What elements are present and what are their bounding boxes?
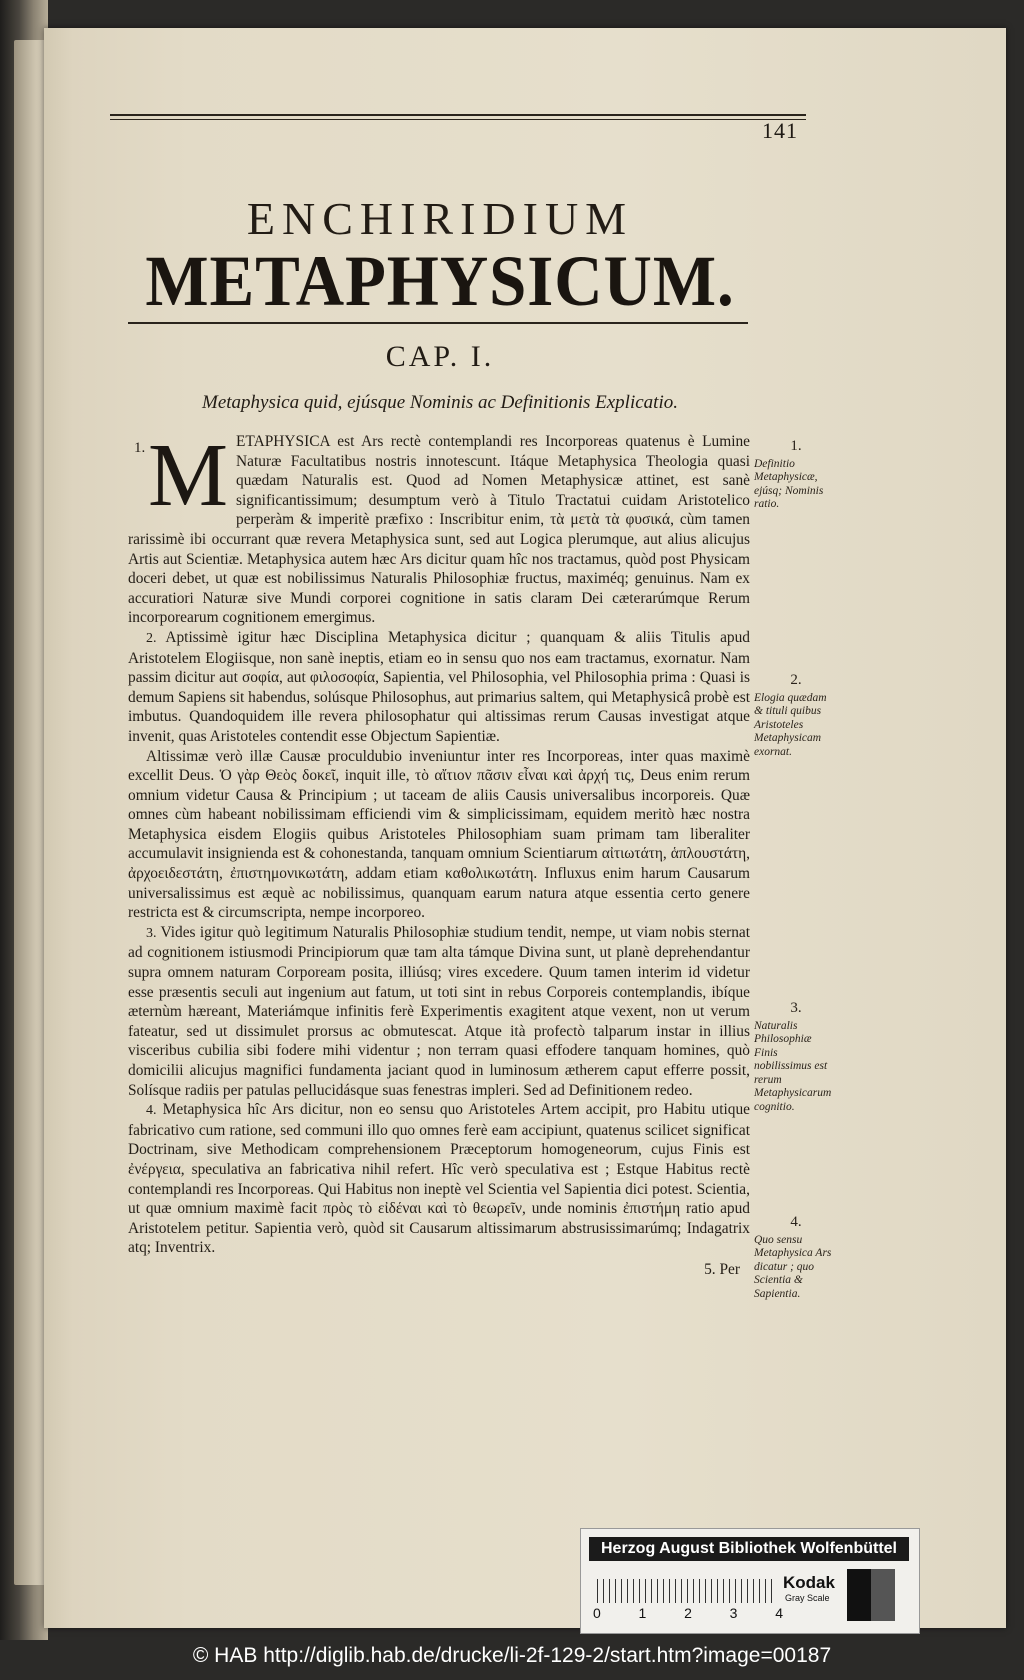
margin-note-number: 1. bbox=[790, 438, 802, 454]
paragraph-2b bbox=[128, 747, 750, 923]
paragraph-text: Metaphysica hîc Ars dicitur, non eo sensu quo Aristoteles Artem accipit, pro Habitu utique fabricativo cum ratione, sed communi illo quo omnes ferè eam accipiunt, quatenus scilicet significat Doctrinam, sive Methodicam comprehensionem Præceptorum homogeneorum, cujus Finis est ἐνέργεια, speculativa an fabricativa nihil refert. Hîc verò speculativa est ; Estque Habitus rectè contemplandi res Incorporeas. Qui Habitus non ineptè vel Scientia vel Sapientia dici potest. Scientia, ut quæ omnium maximè facit πρὸς τὸ εἰδέναι καὶ τὸ θεωρεῖν, unde nominis ἐπιστήμη ratio apud Aristotelem petitur. Sapientia verò, quòd sit Causarum altissimarum abstrusissimarúmq; Indagatrix atq; Inventrix. bbox=[128, 1101, 750, 1257]
ruler-number: 4 bbox=[775, 1605, 783, 1621]
margin-note-text: Naturalis Philosophiæ Finis nobilissimus est rerum Metaphysicarum cognitio. bbox=[754, 1019, 832, 1113]
margin-note-3 bbox=[754, 1002, 838, 1114]
main-text bbox=[128, 426, 751, 1280]
paragraph-text: Altissimæ verò illæ Causæ proculdubio inveniuntur inter res Incorporeas, inter quas maximè excellit Deus. Ὁ γὰρ Θεὸς δοκεῖ, inquit ille, τὸ αἴτιον πᾶσιν εἶναι καὶ ἀρχή τις, Deus enim rerum omnium videtur Causa & Principium ; ut taceam de aliis Causis universalibus incorporeis. Quæ omnes cùm habeant nobilissimam efficiendi vim & simplicissimam, equidem meritò hæc nostra Metaphysica eisdem Elogiis quibus Aristoteles Philosophiam suam primam tam liberaliter accumulavit insignienda est & cohonestanda, tanquam omnium Scientiarum αἰτιωτάτη, ἁπλουστάτη, ἀρχοειδεστάτη, ἐπιστημονικωτάτη, addam etiam καθολικωτάτη. Influxus enim harum Causarum universalissimus est æquè ac nobilissimus, quanquam earum natura atque essentia certo genere restricta est & circumscripta, nempe incorporeo. bbox=[128, 747, 750, 922]
library-label: Herzog August Bibliothek Wolfenbüttel bbox=[589, 1537, 909, 1561]
ruler-number: 1 bbox=[638, 1605, 647, 1621]
paragraph-text: Vides igitur quò legitimum Naturalis Philosophiæ studium tendit, nempe, ut viam nobis sternat ad cognitionem istiusmodi Principiorum quæ tam alta támque Divina sunt, ut planè deprehendantur supra omnem naturam Corpoream posita, illiúsq; vires excedere. Quum tamen interim id videtur esse præsentis seculi aut ingenium aut fatum, ut toti sint in rebus Corporeis contemplandis, ibíque æternùm hæreant, Materiámque infinitis ferè Experimentis exagitent atque vexent, non ut verum fateatur, sed ut dissimulet prorsus ac obmutescat. Atque ità profectò talparum instar in illius visceribus cubilia sibi fodere mihi videntur ; non terram quasi effodere tanquam homines, quò domicilii alicujus magnifici fundamenta jaciant quod in luminosum ætherem caput efferre possit, Solísque radiis per patulas pellucidásque suas fenestras impleri. Sed ad Definitionem redeo. bbox=[128, 923, 751, 1099]
margin-note-text: Elogia quædam & tituli quibus Aristoteles Metaphysicam exornat. bbox=[754, 691, 827, 758]
margin-note-1 bbox=[754, 440, 838, 512]
top-rule bbox=[110, 114, 806, 116]
ruler-scale bbox=[597, 1579, 777, 1603]
copyright-footer: © HAB http://diglib.hab.de/drucke/li-2f-129-2/start.htm?image=00187 bbox=[192, 1644, 832, 1667]
margin-note-number: 3. bbox=[790, 1000, 802, 1016]
ruler-number: 2 bbox=[684, 1605, 692, 1621]
chapter-subtitle: Metaphysica quid, ejúsque Nominis ac Definitionis Explicatio. bbox=[202, 392, 678, 413]
paragraph-text: Aptissimè igitur hæc Disciplina Metaphysica dicitur ; quanquam & aliis Titulis apud Aristotelem Elogiisque, non sanè ineptis, etiam eo in sensu quo nos eam tractamus, exornatur. Nam passim dicitur aut σοφία, aut φιλοσοφία, Sapientia, vel Philosophia, vel Philosophia prima : Quasi is demum Sapiens sit habendus, solúsque Philosophus, aut primarius saltem, qui Metaphysicâ probè est imbutus. Quandoquidem ille revera philosophatur qui altissimas rerum Causas investigat atque invenit, quas Aristoteles contendit esse Objectum Sapientiæ. bbox=[128, 628, 751, 745]
gray-swatch bbox=[871, 1569, 895, 1621]
paragraph-3 bbox=[128, 923, 750, 1100]
title-metaphysicum: METAPHYSICUM. bbox=[145, 241, 735, 321]
paragraph-number: 2. bbox=[146, 630, 157, 646]
page-number: 141 bbox=[762, 118, 798, 143]
margin-note-text: Definitio Metaphysicæ, ejúsq; Nominis ratio. bbox=[754, 457, 824, 510]
catchword: 5. Per bbox=[704, 1260, 740, 1278]
paragraph-number: 4. bbox=[146, 1103, 157, 1119]
top-rule-thin bbox=[110, 119, 806, 120]
paragraph-2 bbox=[128, 628, 750, 747]
ruler-number: 3 bbox=[729, 1605, 738, 1621]
chapter-heading: CAP. I. bbox=[385, 340, 495, 373]
title-enchiridium: ENCHIRIDIUM bbox=[246, 193, 634, 244]
gray-scale-label: Gray Scale bbox=[785, 1593, 830, 1603]
ruler-number: 0 bbox=[593, 1605, 601, 1621]
margin-note-text: Quo sensu Metaphysica Ars dicatur ; quo Scientia & Sapientia. bbox=[754, 1233, 832, 1300]
kodak-logo: Kodak bbox=[783, 1573, 835, 1592]
margin-note-4 bbox=[754, 1216, 838, 1301]
title-rule bbox=[128, 322, 748, 324]
paragraph-text: ETAPHYSICA est Ars rectè contemplandi res Incorporeas quatenus è Lumine Naturæ Facultatibus nostris innotescunt. Itáque Metaphysica Theologia quasi quædam Naturalis est. Quod ad Nomen Metaphysicæ attinet, est sanè significantissimum; desumptum verò à Titulo Tractatui cuidam Aristotelico perperàm & imperitè præfixo : Inscribitur enim, τὰ μετὰ τὰ φυσικά, cùm tamen rarissimè ibi occurrant quæ revera Metaphysica sunt, sed aut Logica plerumque, aut alius alicujus Artis aut Scientiæ. Metaphysica autem hæc Ars dicitur quam hîc nos tractamus, quòd post Physicam doceri debet, ut quæ est nobilissimus Naturalis Philosophiæ fructus, maximéq; genuinus. Nam ex accuratiori Naturæ sive Mundi corporei cognitione in satis claram Dei cæterarúmque Rerum incorporearum cognitionem emergimus. bbox=[128, 433, 750, 627]
paragraph-number: 3. bbox=[146, 925, 157, 941]
paragraph-4 bbox=[128, 1100, 750, 1258]
paragraph-number-1: 1. bbox=[134, 440, 146, 456]
margin-note-number: 4. bbox=[790, 1214, 802, 1230]
paragraph-1 bbox=[128, 426, 750, 628]
black-swatch bbox=[847, 1569, 871, 1621]
margin-note-2 bbox=[754, 674, 838, 759]
drop-cap: M bbox=[148, 426, 229, 525]
color-target bbox=[580, 1528, 920, 1634]
margin-note-number: 2. bbox=[790, 672, 802, 688]
ruler-numbers bbox=[593, 1605, 783, 1623]
